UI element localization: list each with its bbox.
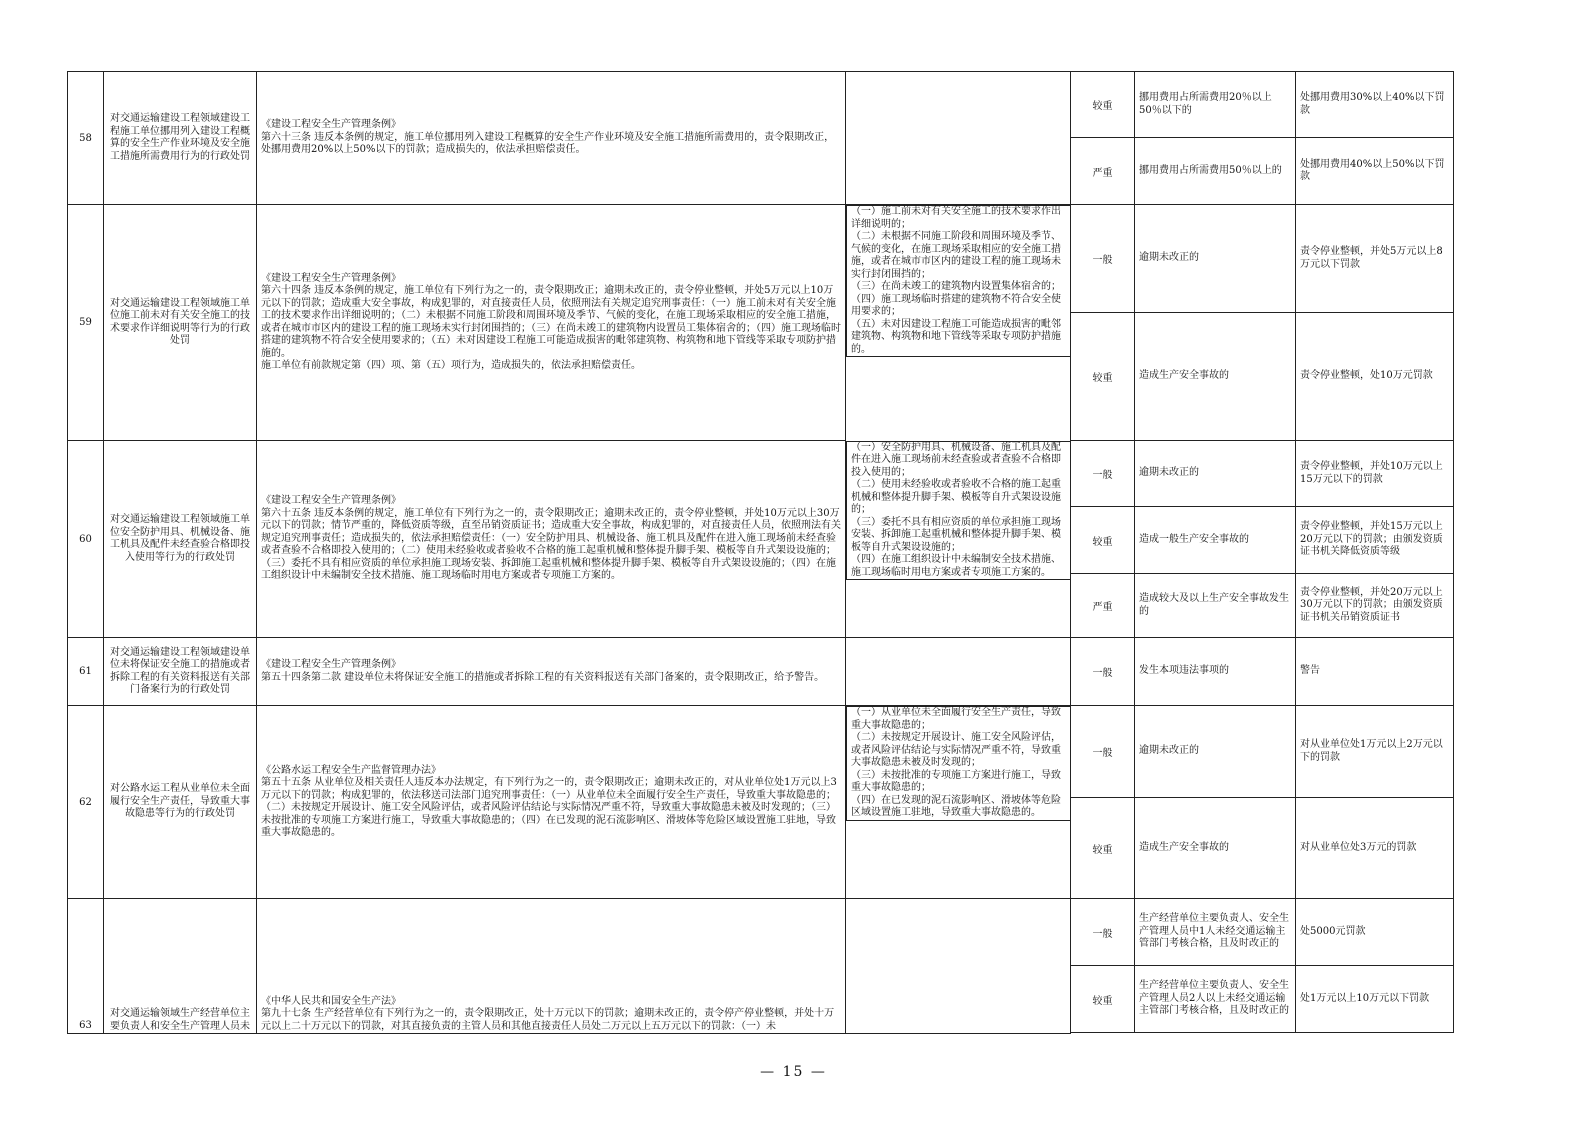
severity-description: 造成一般生产安全事故的	[1135, 507, 1296, 574]
violation-name: 对交通运输建设工程领域施工单位安全防护用具、机械设备、施工机具及配件未经查验合格即投入使用等行为的行政处罚	[104, 441, 257, 638]
table-row	[1071, 507, 1454, 574]
table-row	[68, 706, 1071, 899]
severity-description: 造成生产安全事故的	[1135, 798, 1296, 899]
table-row	[1071, 966, 1454, 1033]
table-row	[1071, 574, 1454, 638]
severity-description: 挪用费用占所需费用20％以上50％以下的	[1135, 72, 1296, 138]
law-title: 《建设工程安全生产管理条例》	[261, 495, 401, 507]
violation-conditions	[846, 899, 1071, 1034]
violation-conditions: （一）从业单位未全面履行安全生产责任，导致重大事故隐患的； （二）未按规定开展设计、施工安全风险评估，或者风险评估结论与实际情况严重不符，导致重大事故隐患未被及时发现的； （三）未按批准的专项施工方案进行施工，导致重大事故隐患的； （四）在已发现的泥石流影响区、滑坡体等危险区域设置施工驻地，导致重大事故隐患的。	[846, 706, 1071, 821]
penalty-standard: 对从业单位处1万元以上2万元以下的罚款	[1296, 706, 1454, 798]
row-number: 61	[68, 638, 104, 706]
severity-level: 一般	[1071, 638, 1135, 706]
violation-conditions: （一）安全防护用具、机械设备、施工机具及配件在进入施工现场前未经查验或者查验不合格即投入使用的； （二）使用未经验收或者验收不合格的施工起重机械和整体提升脚手架、模板等自升式架设设施的； （三）委托不具有相应资质的单位承担施工现场安装、拆卸施工起重机械和整体提升脚手架、模板等自升式架设设施的； （四）在施工组织设计中未编制安全技术措施、施工现场临时用电方案或者专项施工方案的。	[846, 441, 1071, 581]
severity-description: 造成较大及以上生产安全事故发生的	[1135, 574, 1296, 638]
penalty-standard: 处1万元以上10万元以下罚款	[1296, 966, 1454, 1033]
row-number: 58	[68, 72, 104, 205]
severity-description: 造成生产安全事故的	[1135, 313, 1296, 441]
severity-description: 发生本项违法事项的	[1135, 638, 1296, 706]
severity-level: 一般	[1071, 706, 1135, 798]
severity-level: 一般	[1071, 205, 1135, 313]
law-article: 第五十四条第二款 建设单位未将保证安全施工的措施或者拆除工程的有关资料报送有关部门备案的，责令限期改正，给予警告。	[261, 671, 825, 683]
penalty-standard: 责令停业整顿，并处20万元以上30万元以下的罚款；由颁发资质证书机关吊销资质证书	[1296, 574, 1454, 638]
law-title: 《中华人民共和国安全生产法》	[261, 995, 401, 1007]
table-row	[68, 638, 1071, 706]
law-article: 第九十七条 生产经营单位有下列行为之一的，责令限期改正，处十万元以下的罚款；逾期未改正的，责令停产停业整顿，并处十万元以上二十万元以下的罚款，对其直接负责的主管人员和其他直接责任人员处二万元以上五万元以下的罚款：（一）未	[261, 1008, 835, 1032]
law-title: 《公路水运工程安全生产监督管理办法》	[261, 764, 441, 776]
severity-level: 严重	[1071, 574, 1135, 638]
legal-basis	[257, 706, 846, 899]
severity-description: 逾期未改正的	[1135, 706, 1296, 798]
severity-level: 较重	[1071, 313, 1135, 441]
violation-name: 对交通运输领域生产经营单位主要负责人和安全生产管理人员未	[104, 899, 257, 1034]
provisions-table	[67, 71, 1071, 1034]
table-row	[1071, 638, 1454, 706]
violation-name: 对交通运输建设工程领域建设单位未将保证安全施工的措施或者拆除工程的有关资料报送有关部门备案行为的行政处罚	[104, 638, 257, 706]
violation-name: 对公路水运工程从业单位未全面履行安全生产责任，导致重大事故隐患等行为的行政处罚	[104, 706, 257, 899]
penalty-standard: 处5000元罚款	[1296, 899, 1454, 966]
penalty-standard: 对从业单位处3万元的罚款	[1296, 798, 1454, 899]
law-title: 《建设工程安全生产管理条例》	[261, 659, 401, 670]
table-row	[1071, 205, 1454, 313]
penalty-standard: 处挪用费用40%以上50%以下罚款	[1296, 138, 1454, 205]
penalty-standard: 责令停业整顿，并处5万元以上8万元以下罚款	[1296, 205, 1454, 313]
legal-basis	[257, 441, 846, 638]
table-row	[1071, 313, 1454, 441]
law-article: 第六十四条 违反本条例的规定，施工单位有下列行为之一的，责令限期改正；逾期未改正的，责令停业整顿，并处5万元以上10万元以下的罚款；造成重大安全事故，构成犯罪的，对直接责任人员，依照刑法有关规定追究刑事责任：（一）施工前未对有关安全施工的技术要求作出详细说明的；（二）未根据不同施工阶段和周围环境及季节、气候的变化，在施工现场采取相应的安全施工措施，或者在城市市区内的建设工程的施工现场未实行封闭围挡的；（三）在尚未竣工的建筑物内设置员工集体宿舍的；（四）施工现场临时搭建的建筑物不符合安全使用要求的；（五）未对因建设工程施工可能造成损害的毗邻建筑物、构筑物和地下管线等采取专项防护措施的。 施工单位有前款规定第（四）项、第（五）项行为，造成损失的，依法承担赔偿责任。	[261, 285, 841, 371]
penalty-standard: 处挪用费用30%以上40%以下罚款	[1296, 72, 1454, 138]
table-row	[1071, 798, 1454, 899]
table-row	[1071, 441, 1454, 507]
row-number: 63	[68, 899, 104, 1034]
law-title: 《建设工程安全生产管理条例》	[261, 272, 401, 284]
severity-level: 较重	[1071, 507, 1135, 574]
table-row	[68, 72, 1071, 205]
severity-description: 逾期未改正的	[1135, 205, 1296, 313]
page-number: — 15 —	[760, 1064, 827, 1080]
legal-basis	[257, 638, 846, 706]
table-row	[68, 205, 1071, 441]
severity-description: 逾期未改正的	[1135, 441, 1296, 507]
table-row	[1071, 72, 1454, 138]
severity-level: 较重	[1071, 72, 1135, 138]
legal-basis	[257, 72, 846, 205]
row-number: 60	[68, 441, 104, 638]
violation-conditions	[846, 72, 1071, 205]
penalty-standard: 责令停业整顿，并处10万元以上15万元以下的罚款	[1296, 441, 1454, 507]
violation-name: 对交通运输建设工程领域建设工程施工单位挪用列入建设工程概算的安全生产作业环境及安全施工措施所需费用行为的行政处罚	[104, 72, 257, 205]
severity-description: 挪用费用占所需费用50％以上的	[1135, 138, 1296, 205]
legal-basis	[257, 899, 846, 1034]
table-row	[1071, 706, 1454, 798]
row-number: 59	[68, 205, 104, 441]
violation-conditions	[846, 638, 1071, 706]
severity-description: 生产经营单位主要负责人、安全生产管理人员2人以上未经交通运输主管部门考核合格，且及时改正的	[1135, 966, 1296, 1033]
table-row	[68, 441, 1071, 638]
row-number: 62	[68, 706, 104, 899]
legal-basis	[257, 205, 846, 441]
violation-name: 对交通运输建设工程领域施工单位施工前未对有关安全施工的技术要求作详细说明等行为的行政处罚	[104, 205, 257, 441]
penalty-standard: 责令停业整顿，处10万元罚款	[1296, 313, 1454, 441]
severity-level: 一般	[1071, 441, 1135, 507]
law-title: 《建设工程安全生产管理条例》	[261, 119, 401, 131]
severity-level: 较重	[1071, 798, 1135, 899]
table-row	[1071, 138, 1454, 205]
severity-description: 生产经营单位主要负责人、安全生产管理人员中1人未经交通运输主管部门考核合格，且及时改正的	[1135, 899, 1296, 966]
severity-level: 一般	[1071, 899, 1135, 966]
law-article: 第六十五条 违反本条例的规定，施工单位有下列行为之一的，责令限期改正；逾期未改正的，责令停业整顿，并处10万元以上30万元以下的罚款；情节严重的，降低资质等级，直至吊销资质证书；造成重大安全事故，构成犯罪的，对直接责任人员，依照刑法有关规定追究刑事责任；造成损失的，依法承担赔偿责任：（一）安全防护用具、机械设备、施工机具及配件在进入施工现场前未经查验或者查验不合格即投入使用的；（二）使用未经验收或者验收不合格的施工起重机械和整体提升脚手架、模板等自升式架设设施的；（三）委托不具有相应资质的单位承担施工现场安装、拆卸施工起重机械和整体提升脚手架、模板等自升式架设设施的；（四）在施工组织设计中未编制安全技术措施、施工现场临时用电方案或者专项施工方案的。	[261, 507, 841, 582]
severity-level: 较重	[1071, 966, 1135, 1033]
penalty-standard: 责令停业整顿，并处15万元以上20万元以下的罚款；由颁发资质证书机关降低资质等级	[1296, 507, 1454, 574]
table-row	[1071, 899, 1454, 966]
law-article: 第五十五条 从业单位及相关责任人违反本办法规定，有下列行为之一的，责令限期改正；逾期未改正的，对从业单位处1万元以上3万元以下的罚款；构成犯罪的，依法移送司法部门追究刑事责任：（一）从业单位未全面履行安全生产责任，导致重大事故隐患的；（二）未按规定开展设计、施工安全风险评估，或者风险评估结论与实际情况严重不符，导致重大事故隐患未被及时发现的；（三）未按批准的专项施工方案进行施工，导致重大事故隐患的；（四）在已发现的泥石流影响区、滑坡体等危险区域设置施工驻地，导致重大事故隐患的。	[261, 777, 837, 838]
table-row	[68, 899, 1071, 1034]
penalty-grade-table	[1070, 71, 1454, 1033]
violation-conditions: （一）施工前未对有关安全施工的技术要求作出详细说明的； （二）未根据不同施工阶段和周围环境及季节、气候的变化，在施工现场采取相应的安全施工措施，或者在城市市区内的建设工程的施工现场未实行封闭围挡的； （三）在尚未竣工的建筑物内设置集体宿舍的； （四）施工现场临时搭建的建筑物不符合安全使用要求的； （五）未对因建设工程施工可能造成损害的毗邻建筑物、构筑物和地下管线等采取专项防护措施的。	[846, 205, 1071, 357]
law-article: 第六十三条 违反本条例的规定，施工单位挪用列入建设工程概算的安全生产作业环境及安全施工措施所需费用的，责令限期改正，处挪用费用20%以上50%以下的罚款；造成损失的，依法承担赔偿责任。	[261, 131, 835, 156]
penalty-standard: 警告	[1296, 638, 1454, 706]
severity-level: 严重	[1071, 138, 1135, 205]
